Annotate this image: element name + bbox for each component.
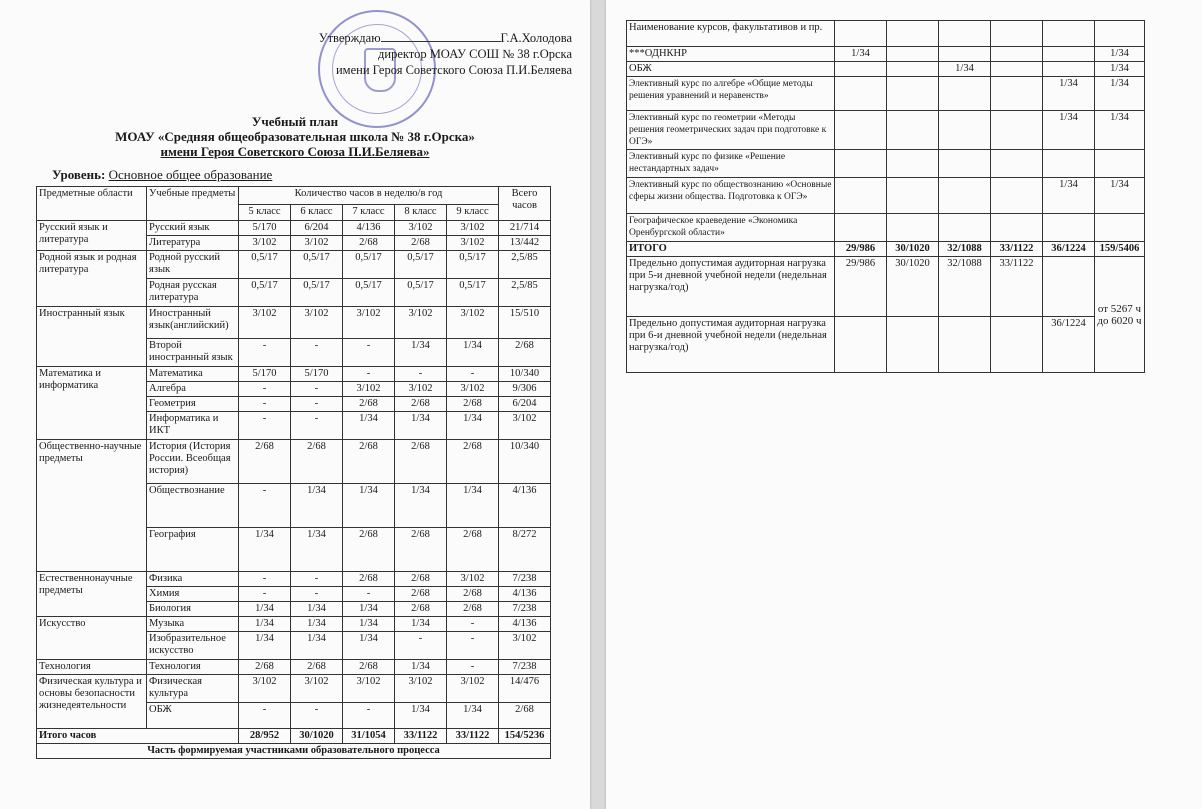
hours-cell [939, 47, 991, 62]
title-line-2: МОАУ «Средняя общеобразовательная школа № 38 г.Орска» [115, 129, 475, 144]
limit-5-value: 30/1020 [887, 257, 939, 317]
itogo-value: 36/1224 [1043, 242, 1095, 257]
hours-cell: 2/68 [395, 397, 447, 412]
hours-cell: 0,5/17 [291, 279, 343, 307]
hours-cell: - [291, 382, 343, 397]
hours-cell [1043, 214, 1095, 242]
hours-cell: 2/68 [343, 660, 395, 675]
empty-cell [1043, 257, 1095, 317]
hours-cell: - [343, 587, 395, 602]
subject-name: Математика [147, 367, 239, 382]
hours-cell: - [291, 703, 343, 729]
hours-cell: 3/102 [291, 236, 343, 251]
course-name: Географическое краеведение «Экономика Оренбургской области» [627, 214, 835, 242]
table-row [37, 440, 551, 484]
total-cell: 2/68 [499, 339, 551, 367]
hours-cell: - [395, 367, 447, 382]
empty-cell [887, 21, 939, 47]
subject-name: Физическая культура [147, 675, 239, 703]
subject-name: География [147, 528, 239, 572]
hours-cell: 0,5/17 [395, 279, 447, 307]
itogo-label: ИТОГО [627, 242, 835, 257]
total-cell: 4/136 [499, 617, 551, 632]
total-cell: 8/272 [499, 528, 551, 572]
subject-name: История (История России. Всеобщая история) [147, 440, 239, 484]
header-subject: Учебные предметы [147, 187, 239, 221]
hours-cell: 1/34 [1095, 178, 1145, 214]
subject-name: Геометрия [147, 397, 239, 412]
hours-cell: 0,5/17 [239, 251, 291, 279]
itogo-value: 33/1122 [991, 242, 1043, 257]
total-cell: 4/136 [499, 587, 551, 602]
hours-cell: 1/34 [291, 602, 343, 617]
subject-name: Литература [147, 236, 239, 251]
header-grade: 5 класс [239, 205, 291, 221]
hours-cell: 1/34 [239, 632, 291, 660]
subject-area: Общественно-научные предметы [37, 440, 147, 572]
subject-name: Русский язык [147, 221, 239, 236]
total-cell: 2/68 [499, 703, 551, 729]
hours-cell: 1/34 [395, 660, 447, 675]
hours-cell [1095, 150, 1145, 178]
approval-name: Г.А.Холодова [500, 31, 572, 45]
subject-name: Изобразительное искусство [147, 632, 239, 660]
hours-cell: 1/34 [447, 412, 499, 440]
hours-cell [939, 214, 991, 242]
subject-name: Информатика и ИКТ [147, 412, 239, 440]
hours-cell: 1/34 [447, 339, 499, 367]
subject-area: Искусство [37, 617, 147, 660]
course-name: Элективный курс по геометрии «Методы решения геометрических задач при подготовке к ОГЭ» [627, 111, 835, 150]
total-cell: 7/238 [499, 602, 551, 617]
course-name: ОБЖ [627, 62, 835, 77]
hours-cell: 1/34 [343, 412, 395, 440]
itogo-value: 30/1020 [887, 242, 939, 257]
empty-cell [991, 21, 1043, 47]
curriculum-table [36, 186, 551, 759]
education-level [52, 167, 272, 183]
hours-cell: - [291, 412, 343, 440]
header-hours: Количество часов в неделю/в год [239, 187, 499, 205]
subject-name: Музыка [147, 617, 239, 632]
table-row [37, 251, 551, 279]
hours-cell: - [343, 367, 395, 382]
title-line-3: имени Героя Советского Союза П.И.Беляева» [160, 144, 430, 159]
hours-cell: - [239, 484, 291, 528]
hours-cell [887, 150, 939, 178]
limit-5-value: 33/1122 [991, 257, 1043, 317]
hours-cell: 1/34 [239, 602, 291, 617]
total-cell: 2,5/85 [499, 279, 551, 307]
section-label: Часть формируемая участниками образовательного процесса [37, 744, 551, 759]
total-value: 31/1054 [343, 729, 395, 744]
total-value: 30/1020 [291, 729, 343, 744]
hours-cell [1043, 150, 1095, 178]
hours-cell: - [291, 587, 343, 602]
total-value: 28/952 [239, 729, 291, 744]
limit-5-label: Предельно допустимая аудиторная нагрузка при 5-и дневной учебной недели (недельная нагрузка/год) [627, 257, 835, 317]
hours-cell: 1/34 [1095, 62, 1145, 77]
hours-cell: - [447, 367, 499, 382]
hours-cell: 1/34 [395, 484, 447, 528]
hours-cell [939, 150, 991, 178]
hours-cell: 3/102 [447, 572, 499, 587]
hours-cell [939, 111, 991, 150]
hours-cell: 3/102 [395, 221, 447, 236]
hours-cell: - [291, 397, 343, 412]
hours-cell: 1/34 [1095, 47, 1145, 62]
subject-area: Технология [37, 660, 147, 675]
total-cell: 10/340 [499, 440, 551, 484]
empty-cell [1095, 21, 1145, 47]
hours-cell: 1/34 [1095, 111, 1145, 150]
total-cell: 9/306 [499, 382, 551, 397]
hours-cell [991, 214, 1043, 242]
course-row [627, 111, 1145, 150]
hours-cell: 1/34 [239, 528, 291, 572]
hours-cell [887, 77, 939, 111]
hours-cell: 2/68 [343, 397, 395, 412]
hours-cell: - [239, 397, 291, 412]
hours-cell: 0,5/17 [343, 251, 395, 279]
hours-cell: - [291, 339, 343, 367]
hours-cell [887, 47, 939, 62]
table-row [37, 572, 551, 587]
course-name: Элективный курс по алгебре «Общие методы решения уравнений и неравенств» [627, 77, 835, 111]
subject-name: ОБЖ [147, 703, 239, 729]
hours-cell: 3/102 [291, 675, 343, 703]
subject-name: Родная русская литература [147, 279, 239, 307]
course-name: Элективный курс по физике «Решение нестандартных задач» [627, 150, 835, 178]
grand-total: 154/5236 [499, 729, 551, 744]
hours-cell: 2/68 [395, 602, 447, 617]
hours-cell: 5/170 [239, 367, 291, 382]
hours-cell: 3/102 [343, 382, 395, 397]
limit-5-value: 29/986 [835, 257, 887, 317]
hours-cell [1043, 62, 1095, 77]
hours-cell: 3/102 [447, 307, 499, 339]
hours-cell: 3/102 [343, 307, 395, 339]
empty-cell [887, 317, 939, 373]
total-value: 33/1122 [395, 729, 447, 744]
hours-cell: 0,5/17 [447, 251, 499, 279]
hours-cell: 1/34 [395, 412, 447, 440]
hours-cell: 5/170 [239, 221, 291, 236]
hours-cell: 2/68 [447, 528, 499, 572]
hours-cell: - [239, 382, 291, 397]
hours-cell: 1/34 [343, 602, 395, 617]
hours-cell: 3/102 [447, 382, 499, 397]
total-cell: 2,5/85 [499, 251, 551, 279]
limit-5-value: 32/1088 [939, 257, 991, 317]
hours-cell [835, 178, 887, 214]
hours-cell: 0,5/17 [343, 279, 395, 307]
hours-cell: 3/102 [343, 675, 395, 703]
hours-cell: 2/68 [395, 440, 447, 484]
total-cell: 7/238 [499, 572, 551, 587]
approval-school: имени Героя Советского Союза П.И.Беляева [335, 63, 572, 77]
table-row [37, 617, 551, 632]
hours-cell [835, 214, 887, 242]
hours-cell [991, 62, 1043, 77]
itogo-value: 32/1088 [939, 242, 991, 257]
level-label: Уровень: [52, 167, 106, 182]
hours-cell: 3/102 [239, 307, 291, 339]
hours-cell: - [343, 339, 395, 367]
hours-cell [1095, 214, 1145, 242]
hours-cell: 3/102 [239, 675, 291, 703]
empty-cell [1043, 21, 1095, 47]
subject-area: Русский язык и литература [37, 221, 147, 251]
hours-cell [887, 178, 939, 214]
hours-cell: 4/136 [343, 221, 395, 236]
subject-area: Естественнонаучные предметы [37, 572, 147, 617]
hours-cell: - [239, 587, 291, 602]
hours-cell: 2/68 [395, 528, 447, 572]
hours-cell: 3/102 [447, 675, 499, 703]
limit-6-day-row [627, 317, 1145, 373]
subject-area: Родной язык и родная литература [37, 251, 147, 307]
hours-cell: 5/170 [291, 367, 343, 382]
total-cell: 4/136 [499, 484, 551, 528]
hours-cell: 1/34 [835, 47, 887, 62]
subject-name: Химия [147, 587, 239, 602]
total-cell: 15/510 [499, 307, 551, 339]
table-row [37, 660, 551, 675]
hours-cell: - [447, 632, 499, 660]
subject-area: Физическая культура и основы безопасности жизнедеятельности [37, 675, 147, 729]
hours-cell: 1/34 [1095, 77, 1145, 111]
hours-cell: 3/102 [395, 382, 447, 397]
hours-cell: 1/34 [343, 632, 395, 660]
total-label: Итого часов [37, 729, 239, 744]
hours-cell: 1/34 [1043, 111, 1095, 150]
courses-table [626, 20, 1145, 373]
hours-cell: - [239, 703, 291, 729]
subject-name: Алгебра [147, 382, 239, 397]
course-name: Элективный курс по обществознанию «Основные сферы жизни общества. Подготовка к ОГЭ» [627, 178, 835, 214]
hours-cell: - [239, 412, 291, 440]
total-cell: 3/102 [499, 632, 551, 660]
hours-cell: 3/102 [395, 675, 447, 703]
itogo-row [627, 242, 1145, 257]
hours-cell [1043, 47, 1095, 62]
hours-cell: 1/34 [1043, 77, 1095, 111]
total-value: 33/1122 [447, 729, 499, 744]
hours-cell: 1/34 [447, 484, 499, 528]
hours-cell [835, 62, 887, 77]
hours-cell: 3/102 [447, 221, 499, 236]
table-row [37, 367, 551, 382]
approval-block [300, 30, 572, 78]
hours-cell: 2/68 [291, 660, 343, 675]
approval-position: директор МОАУ СОШ № 38 г.Орска [378, 47, 572, 61]
hours-cell: 2/68 [343, 236, 395, 251]
header-grade: 9 класс [447, 205, 499, 221]
subject-area: Математика и информатика [37, 367, 147, 440]
header-total: Всего часов [499, 187, 551, 221]
courses-header-row [627, 21, 1145, 47]
subject-name: Биология [147, 602, 239, 617]
hours-cell: - [239, 339, 291, 367]
limit-5-day-row [627, 257, 1145, 317]
total-cell: 14/476 [499, 675, 551, 703]
courses-header: Наименование курсов, факультативов и пр. [627, 21, 835, 47]
limit-6-value: 36/1224 [1043, 317, 1095, 373]
subject-name: Обществознание [147, 484, 239, 528]
hours-cell: 2/68 [395, 572, 447, 587]
hours-cell [991, 178, 1043, 214]
hours-cell: 0,5/17 [291, 251, 343, 279]
empty-cell [835, 21, 887, 47]
hours-cell: 1/34 [1043, 178, 1095, 214]
itogo-value: 29/986 [835, 242, 887, 257]
total-cell: 13/442 [499, 236, 551, 251]
header-grade: 8 класс [395, 205, 447, 221]
hours-cell: 1/34 [395, 703, 447, 729]
hours-cell: 3/102 [239, 236, 291, 251]
level-value: Основное общее образование [108, 167, 273, 182]
hours-cell [887, 62, 939, 77]
hours-cell: 2/68 [395, 587, 447, 602]
hours-cell: 2/68 [343, 440, 395, 484]
empty-cell [939, 317, 991, 373]
subject-area: Иностранный язык [37, 307, 147, 367]
subject-name: Физика [147, 572, 239, 587]
course-row [627, 77, 1145, 111]
hours-cell: - [447, 660, 499, 675]
course-name: ***ОДНКНР [627, 47, 835, 62]
hours-cell: 1/34 [395, 339, 447, 367]
hours-cell: 1/34 [939, 62, 991, 77]
signature-line [381, 31, 501, 42]
subject-name: Технология [147, 660, 239, 675]
hours-cell [887, 111, 939, 150]
hours-cell: 1/34 [291, 632, 343, 660]
course-row [627, 150, 1145, 178]
total-cell: 7/238 [499, 660, 551, 675]
hours-cell [835, 77, 887, 111]
hours-cell: 0,5/17 [239, 279, 291, 307]
empty-cell [939, 21, 991, 47]
hours-cell: 3/102 [395, 307, 447, 339]
hours-cell [835, 111, 887, 150]
total-cell: 3/102 [499, 412, 551, 440]
hours-cell: 3/102 [447, 236, 499, 251]
hours-cell: 1/34 [343, 484, 395, 528]
hours-cell: - [291, 572, 343, 587]
subject-name: Второй иностранный язык [147, 339, 239, 367]
hours-cell: 0,5/17 [447, 279, 499, 307]
subject-name: Родной русский язык [147, 251, 239, 279]
hours-cell: - [447, 617, 499, 632]
course-row [627, 178, 1145, 214]
hours-cell: 1/34 [291, 617, 343, 632]
subject-name: Иностранный язык(английский) [147, 307, 239, 339]
total-cell: 6/204 [499, 397, 551, 412]
hours-cell [991, 77, 1043, 111]
section-row [37, 744, 551, 759]
hours-cell [991, 47, 1043, 62]
course-row [627, 214, 1145, 242]
header-area: Предметные области [37, 187, 147, 221]
limit-6-label: Предельно допустимая аудиторная нагрузка при 6-и дневной учебной недели (недельная нагрузка/год) [627, 317, 835, 373]
hours-cell: 0,5/17 [395, 251, 447, 279]
hours-cell: 1/34 [343, 617, 395, 632]
approval-word: Утверждаю [318, 31, 381, 45]
empty-cell [991, 317, 1043, 373]
hours-cell [835, 150, 887, 178]
hours-cell [939, 178, 991, 214]
hours-cell: 2/68 [239, 660, 291, 675]
limit-total: от 5267 ч до 6020 ч [1095, 257, 1145, 373]
title-line-1: Учебный план [251, 114, 339, 129]
header-grade: 7 класс [343, 205, 395, 221]
hours-cell: 2/68 [447, 440, 499, 484]
empty-cell [835, 317, 887, 373]
hours-cell: 1/34 [395, 617, 447, 632]
hours-cell [887, 214, 939, 242]
hours-cell [991, 150, 1043, 178]
hours-cell: 2/68 [447, 397, 499, 412]
hours-cell: 6/204 [291, 221, 343, 236]
hours-cell: 1/34 [291, 528, 343, 572]
itogo-value: 159/5406 [1095, 242, 1145, 257]
total-row [37, 729, 551, 744]
hours-cell: 2/68 [343, 572, 395, 587]
hours-cell: 1/34 [291, 484, 343, 528]
hours-cell: 2/68 [447, 602, 499, 617]
hours-cell: 2/68 [291, 440, 343, 484]
hours-cell: 1/34 [447, 703, 499, 729]
hours-cell: 2/68 [447, 587, 499, 602]
table-row [37, 221, 551, 236]
total-cell: 21/714 [499, 221, 551, 236]
hours-cell: - [395, 632, 447, 660]
hours-cell: 1/34 [239, 617, 291, 632]
hours-cell: - [239, 572, 291, 587]
table-row [37, 675, 551, 703]
document-title [0, 114, 590, 159]
header-grade: 6 класс [291, 205, 343, 221]
hours-cell [939, 77, 991, 111]
hours-cell: 2/68 [395, 236, 447, 251]
total-cell: 10/340 [499, 367, 551, 382]
hours-cell: 3/102 [291, 307, 343, 339]
table-row [37, 307, 551, 339]
course-row [627, 47, 1145, 62]
hours-cell: 2/68 [239, 440, 291, 484]
hours-cell: - [343, 703, 395, 729]
hours-cell: 2/68 [343, 528, 395, 572]
course-row [627, 62, 1145, 77]
hours-cell [991, 111, 1043, 150]
